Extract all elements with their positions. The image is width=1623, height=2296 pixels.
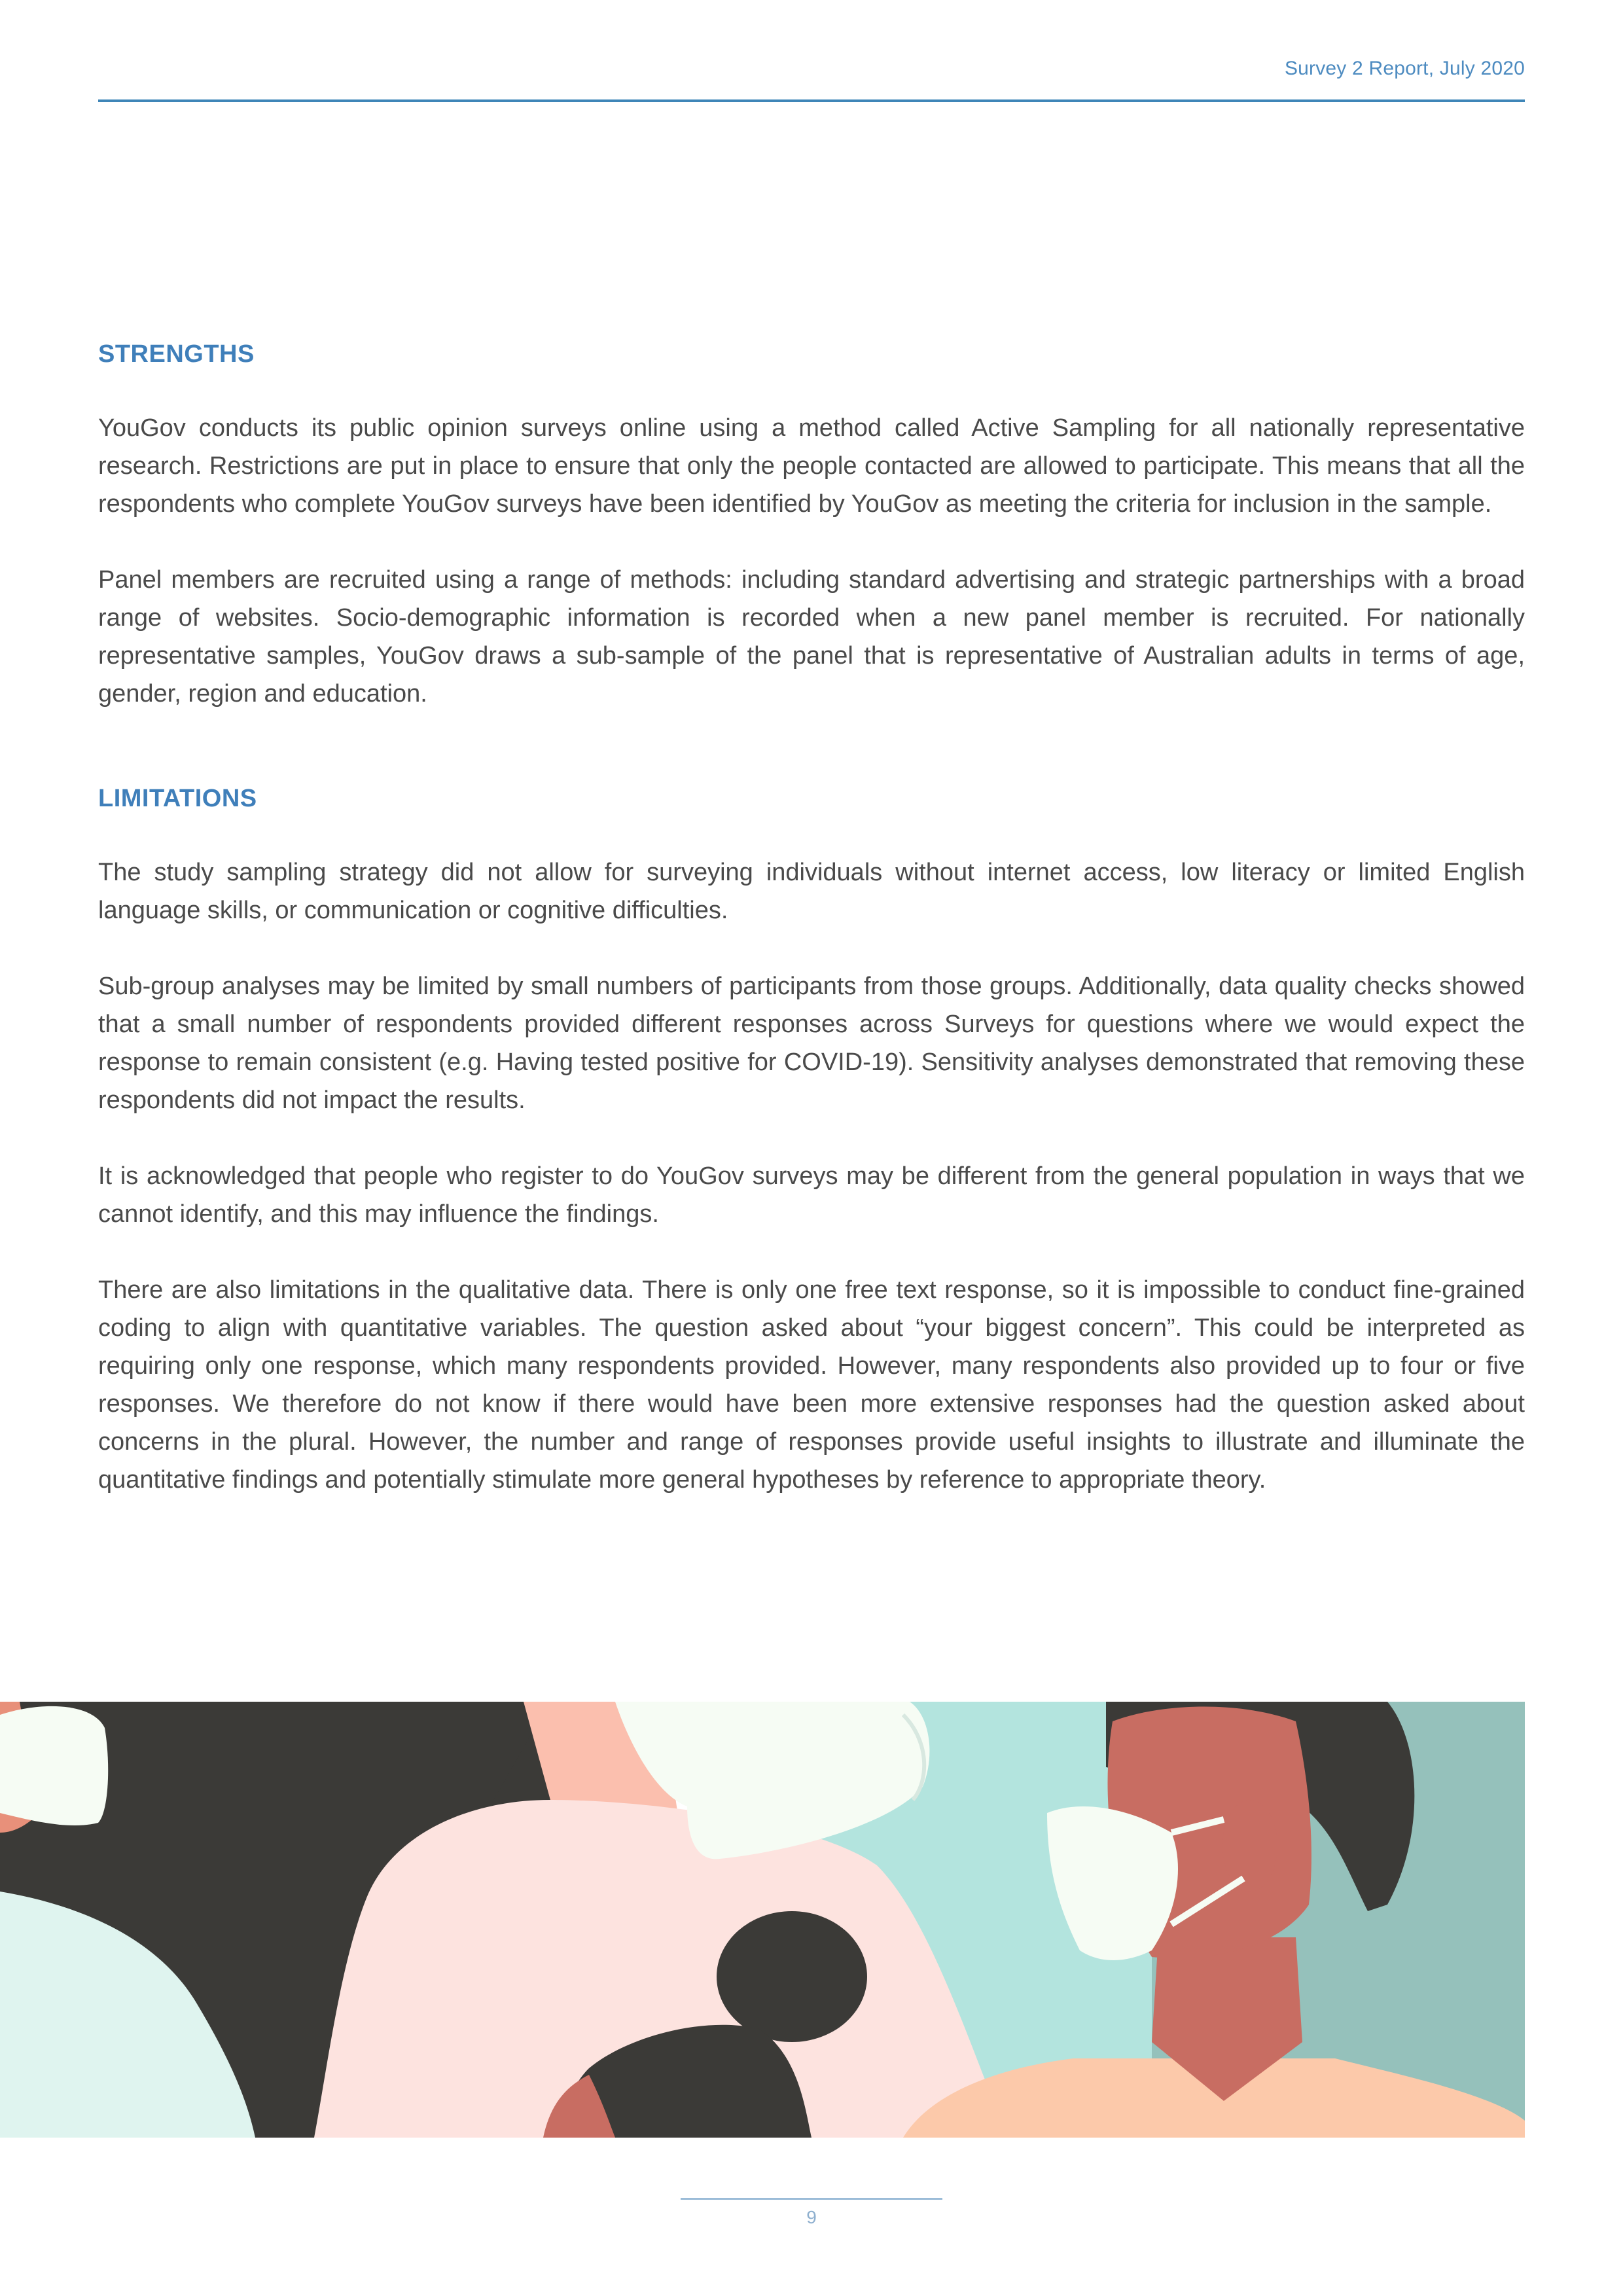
main-content (98, 340, 1525, 1537)
left-person-mask (0, 1706, 108, 1825)
limitations-paragraph: It is acknowledged that people who register to do YouGov surveys may be different from the general population in ways that we cannot identify, and this may influence the findings. (98, 1162, 1525, 1228)
strengths-paragraph: YouGov conducts its public opinion surveys online using a method called Active Sampling for all nationally representative research. Restrictions are put in place to ensure that only the people contacted are allowed to participate. This means that all the respondents who complete YouGov surveys have been identified by YouGov as meeting the criteria for inclusion in the sample. (98, 414, 1525, 518)
strengths-heading: STRENGTHS (98, 340, 255, 368)
report-title: Survey 2 Report, July 2020 (1284, 58, 1525, 79)
page-header (98, 52, 1525, 102)
page-number: 9 (806, 2207, 817, 2227)
limitations-paragraph: There are also limitations in the qualitative data. There is only one free text response, so it is impossible to conduct fine-grained coding to align with quantitative variables. The question asked about “your biggest concern”. This could be interpreted as requiring only one response, which many respondents provided. However, many respondents also provided up to four or five responses. We therefore do not know if there would have been more extensive responses had the question asked about concerns in the plural. However, the number and range of responses provide useful insights to illustrate and illuminate the quantitative findings and potentially stimulate more general hypotheses by reference to appropriate theory. (98, 1276, 1525, 1494)
limitations-heading: LIMITATIONS (98, 785, 257, 812)
limitations-paragraph: Sub-group analyses may be limited by small numbers of participants from those groups. Additionally, data quality checks showed that a small number of respondents provided different responses across Surveys for questions where we would expect the response to remain consistent (e.g. Having tested positive for COVID-19). Sensitivity analyses demonstrated that removing these respondents did not impact the results. (98, 973, 1525, 1114)
strengths-paragraph: Panel members are recruited using a range of methods: including standard advertising and strategic partnerships with a broad range of websites. Socio-demographic information is recorded when a new panel member is recruited. For nationally representative samples, YouGov draws a sub-sample of the panel that is representative of Australian adults in terms of age, gender, region and education. (98, 566, 1525, 708)
footer-rule (681, 2198, 942, 2200)
limitations-paragraph: The study sampling strategy did not allow for surveying individuals without internet access, low literacy or limited English language skills, or communication or cognitive difficulties. (98, 859, 1525, 924)
strengths-section (98, 340, 1525, 713)
people-with-masks-illustration (0, 1702, 1525, 2138)
limitations-section (98, 785, 1525, 1499)
man-ear (1222, 1800, 1277, 1892)
child-hair-bun (717, 1911, 867, 2042)
illustration-svg (0, 1702, 1525, 2138)
